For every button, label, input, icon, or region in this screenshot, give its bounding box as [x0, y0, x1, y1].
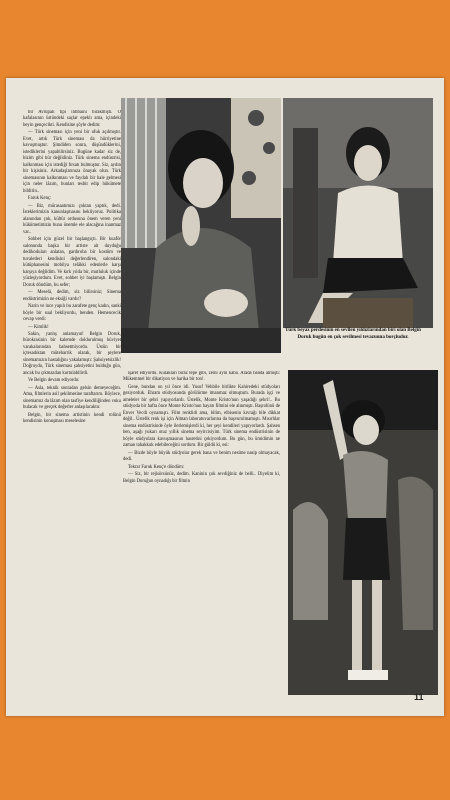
paragraph: — Bizde böyle büyük stüdyolar gerek bana ve benim nesime nasip olmayacak, dedi.: [123, 450, 280, 463]
paragraph: Narin ve ince yapılı bu zarafete genç kadın, sanki böyle bir sual bekliyordu, benden. Hemencecik cevap verdi:: [23, 304, 121, 323]
paragraph: işaret ediyordu. Kulakları biraz tepe gibi, zeini ayni kaba. Arada banda almıştı: Mükemmel bir dikatiyon ve harika bir ton!.: [123, 371, 280, 383]
photo-portrait-seated: [121, 98, 281, 353]
paragraph: bir Avrupalı tipi intibaını bırakmıştı. O kafalasının üstündeki saçlar epeklı ama, içindeki beyin gençecikti. Kendisine şöyle dedim:: [23, 110, 121, 128]
paragraph: Sakin, yanlış anlamayın! Belgin Doruk, bürokrasinin bir kalemde doldurulmuş hüviyet varakalarından bahsetmiyordu. Üstün bir içtesadıktan müteharrik olarak, bir şeylere sinemamızın hastalığını yakalamıştı: Şahsiyetsizlik! Doğruydu, Türk sineması şahsiyetini bulduğu gün, ancak bu çıkmazdan kurtulabilirdi.: [23, 331, 121, 376]
paragraph: — Biz, mürasaatımızı çoktan yaptık, dedi. İsteklerimizin kanunlaşmasını bekliyoruz. Politika alanından çok, kültür ordusuna önem veren yeni hükümetimizin bunu önemle ele alacağına inanmaz var..: [23, 203, 121, 235]
paragraph: — Türk sineması için yeni bir ufuk açılmıştır. Evet, artık Türk sineması da hürriyetine kavuşmuştur. Şimdiden sonra, düşündüklerini, istediklerini yapabilirsiniz. Bugüne kadar siz de, bizim gibi hür değildiniz. Türk sinema endüstrisi, kalkınması için istediği fırsatı bulmuştur. Siz, aydın bir kişisiniz. Arkadaşlarınıza önayak olun. Türk sinemasının kalkınması ve faydalı bir hale gelmesi için neler lâzım, bunları tesbit edip hükümete bildirin..: [23, 130, 121, 194]
page-number: 11: [414, 692, 424, 702]
photo-standing-pose: [288, 370, 438, 695]
paragraph: Sohbet için güzel bir başlangıçtı. Bir kuaför salonunda başka bir artiste ait duyduğu dedikoduları anlatan, gardıroba bir kostüm ve tuvaletleri kendisini değerlendiren, salondaki kütüphanesini mobilya telâkki edenlerle karşı karşıya değildim. Ve kırk yılda bir, mutluluk içinde yüzleşiyordum. Evet, sohbet iyi başlamıştı. Belgin Doruk döndüm, bu sefer;: [23, 237, 121, 288]
paragraph: — Asla, teknik sonradan gelsin demeyeceğim. Ama, filmlerin asil şekilmesine taraftarım. Böylece, sinemamız da lâzım olan tasfiye kendiliğinden vuku bulacak ve gerçek değerler anlaşılacaktır.: [23, 385, 121, 411]
paragraph: Tekrar Faruk Kenç'e döndüm:: [128, 464, 185, 470]
photo-caption: Türk beyaz perdesinin en sevilen yıldızlarından biri olan Belgin Doruk bugün en çok sevilmesi tevazuuna borçludur.: [285, 328, 421, 340]
paragraph: — Meselâ, dedim, siz bilirsiniz; Sinema endüstrimizin ne eksiği vardır?: [23, 290, 121, 302]
magazine-page: [6, 78, 444, 716]
article-column-middle: [123, 371, 280, 691]
paragraph: Gene, bundan on yıl önce idi. Yusuf Vehbile birlikte Kahiredeki stüdyoları geziyorduk. Ehram stüdyosunda görülürme imanmaz olmuştum. Burada işçi ve ameleler bir şehri yapıyorlardı. Üstelik, Monte Kristo'nun yaşadığı şehri!.. Bu stüdyoda bir hafta önce Monte Kristo'nun hayatı filmini ele alınmıştı. Başrolünü de Enver Vecdi oynamıştı. Film renklidi ama, bilim, elbisenin kıvrağı bile dikkat değil.. Üstelik renk işi için Alman laboratuvarlarına da başvurulmamıştı. Mısırlılar sinema endüstrisinde öyle ilerlemişlerdi ki, her şeyi kendileri yapıyorlardı. Şahsen ben, aşağı yukarı otuz yıllık sinema seyircisiyim. Türk sinema endüstrisinin de böyle stüdyolara kavuşmasının hasretini çekiyordum. Bu gün, bu ümidimin ne zaman tahakkuk edebileceğini sordum. Bir güldü ki, esi:: [123, 384, 280, 449]
paragraph: Ve Belgin devam ediyordu:: [28, 378, 80, 384]
paragraph: Faruk Kenç:: [28, 196, 52, 202]
photo-portrait-sweater: [283, 98, 433, 328]
article-column-left: [23, 110, 121, 685]
paragraph: — Siz, bir rejisörsünüz, dedim. Kaninin çok sevdiğiniz de belli.. Diyelim ki, Belgin Doruğun oynadığı bir filmin: [123, 472, 280, 484]
paragraph: Belgin, bir sinema artistinin kendi rolünü kendisinin konuşması meselesine: [23, 412, 121, 425]
paragraph: — Kimlik!: [28, 324, 49, 330]
